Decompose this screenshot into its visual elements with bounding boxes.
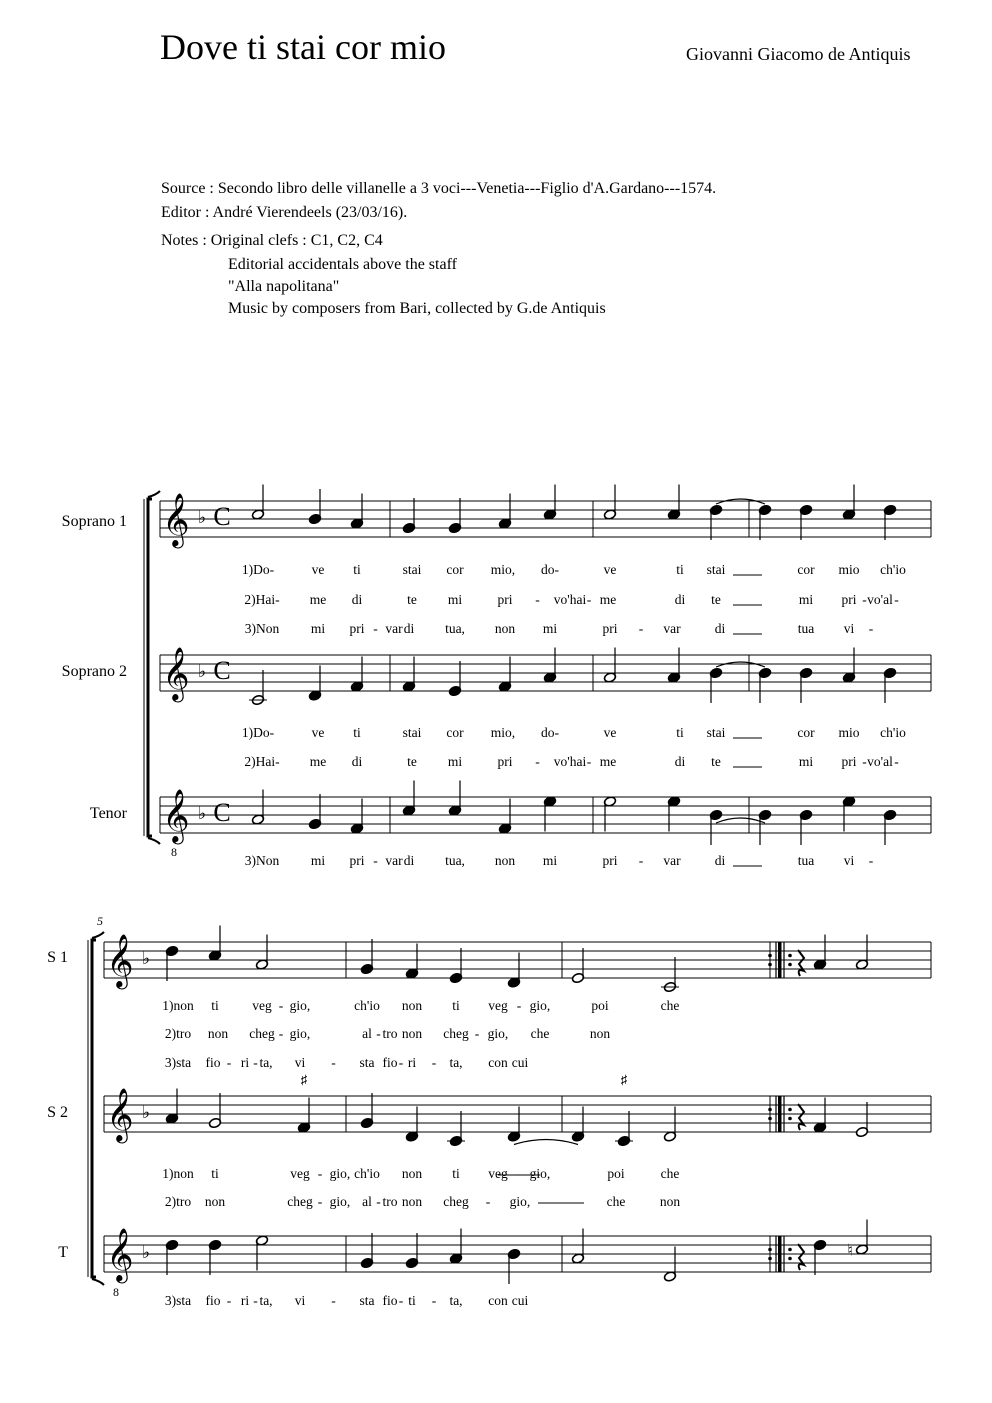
lyric-syllable: non [401,1026,423,1041]
lyric-syllable: ve [311,725,325,740]
bracket-hook-top [92,932,104,938]
quarter-rest [798,1104,804,1130]
voice-label-soprano-2: Soprano 2 [61,663,127,680]
lyric-syllable: poi [591,998,609,1013]
lyric-syllable: cor [446,562,464,577]
repeat-thick-line [778,942,782,978]
lyric-syllable: - [516,998,522,1013]
lyric-syllable: me [599,754,617,769]
lyric-syllable: - [431,1293,437,1308]
lyric-syllable: vo'al [867,592,893,607]
repeat-dot [788,1248,792,1252]
lyric-syllable: ta, [449,1055,463,1070]
lyric-syllable: te [711,592,721,607]
lyric-syllable: ta, [449,1293,463,1308]
lyric-syllable: 3)Non [244,853,280,868]
lyric-syllable: 2)tro [164,1194,192,1209]
lyric-syllable: con [488,1055,508,1070]
flat-key-signature-icon: ♭ [141,949,151,968]
lyric-syllable: - [535,592,540,607]
lyric-syllable: - [638,853,644,868]
lyric-syllable: ti [353,562,361,577]
lyric-syllable: mi [798,592,814,607]
quarter-rest [798,1244,804,1270]
lyric-syllable: sta [359,1293,375,1308]
lyric-syllable: mio, [490,562,516,577]
treble-clef-icon: 𝄞 [162,648,190,699]
lyric-syllable: - [226,1293,232,1308]
lyric-syllable: tua [797,621,815,636]
lyric-syllable: ti [211,998,219,1013]
lyric-syllable: - [868,853,874,868]
notes-line-4: Music by composers from Bari, collected by G.de Antiquis [228,300,606,317]
lyric-syllable: ve [311,562,325,577]
lyric-syllable: non [401,998,423,1013]
lyric-syllable: ch'io [354,1166,380,1181]
tie [716,818,765,823]
lyric-syllable: do- [541,725,559,740]
lyric-syllable: cheg [443,1194,469,1209]
lyric-syllable: non [494,853,516,868]
lyric-syllable: pri [602,853,618,868]
treble-clef-icon: 𝄞 [162,494,190,545]
lyric-syllable: - [894,592,899,607]
lyric-syllable: mi [310,621,326,636]
repeat-dot [788,954,792,958]
treble-clef-icon: 𝄞 [162,790,190,841]
lyric-syllable: 2)tro [164,1026,192,1041]
lyric-syllable: fio [205,1055,221,1070]
notes-line-1: Notes : Original clefs : C1, C2, C4 [161,232,383,249]
lyric-syllable: me [309,592,327,607]
lyric-syllable: stai [706,725,726,740]
lyric-syllable: ch'io [880,725,906,740]
bracket-hook-top [148,491,160,497]
lyric-syllable: - [317,1166,323,1181]
repeat-dot [788,1108,792,1112]
editor-note: Editor : André Vierendeels (23/03/16). [161,204,408,221]
lyric-syllable: stai [402,562,422,577]
lyric-syllable: vo'hai [553,592,587,607]
lyric-syllable: - [253,1293,258,1308]
lyric-syllable: var [663,853,681,868]
lyric-syllable: - [373,621,378,636]
lyric-syllable: mi [542,853,558,868]
lyric-syllable: do- [541,562,559,577]
lyric-syllable: vi [843,853,855,868]
lyric-syllable: non [659,1194,681,1209]
tie [514,1140,578,1145]
repeat-dot [788,1257,792,1261]
repeat-dot [768,1248,772,1252]
flat-key-signature-icon: ♭ [197,662,207,681]
lyric-syllable: di [403,853,415,868]
lyric-syllable: - [278,998,284,1013]
voice-label-s2-short: S 2 [47,1104,68,1121]
lyric-syllable: di [351,592,363,607]
notes-line-2: Editorial accidentals above the staff [228,256,457,273]
lyric-syllable: ti [353,725,361,740]
lyric-syllable: gio, [529,1166,551,1181]
lyric-syllable: te [711,754,721,769]
repeat-dot [768,1117,772,1121]
editorial-sharp-icon: ♯ [300,1072,308,1087]
lyric-syllable: veg [290,1166,310,1181]
lyric-syllable: vo'al [867,754,893,769]
lyric-syllable: pri [497,754,513,769]
lyric-syllable: tro [382,1194,398,1209]
lyric-syllable: veg [252,998,272,1013]
lyric-syllable: - [331,1293,336,1308]
natural-sign-icon: ♮ [847,1242,853,1260]
repeat-dot [768,1108,772,1112]
repeat-dot [788,963,792,967]
lyric-syllable: - [862,754,867,769]
lyric-syllable: mi [310,853,326,868]
treble-clef-icon: 𝄞 [106,1229,134,1280]
lyric-syllable: non [207,1026,229,1041]
lyric-syllable: - [331,1055,336,1070]
lyric-syllable: poi [607,1166,625,1181]
lyric-syllable: ti [676,562,684,577]
lyric-syllable: ch'io [354,998,380,1013]
lyric-syllable: di [714,853,726,868]
lyric-syllable: che [606,1194,626,1209]
lyric-syllable: mi [447,754,463,769]
lyric-syllable: - [535,754,540,769]
lyric-syllable: fio [382,1293,398,1308]
lyric-syllable: 3)sta [164,1055,192,1070]
lyric-syllable: 3)Non [244,621,280,636]
lyric-syllable: pri [841,592,857,607]
octave-below-mark: 8 [171,845,177,859]
lyric-syllable: vi [294,1293,306,1308]
lyric-syllable: di [714,621,726,636]
flat-key-signature-icon: ♭ [141,1243,151,1262]
lyric-syllable: - [376,1194,381,1209]
lyric-syllable: tro [382,1026,398,1041]
lyric-syllable: - [398,1293,404,1308]
lyric-syllable: ta, [259,1293,273,1308]
source-note: Source : Secondo libro delle villanelle a 3 voci---Venetia---Figlio d'A.Gardano---1574. [161,180,717,197]
lyric-syllable: vo'hai [553,754,587,769]
lyric-syllable: non [401,1194,423,1209]
lyric-syllable: non [204,1194,226,1209]
time-signature: C [213,656,231,685]
repeat-thick-line [778,1236,782,1272]
lyric-syllable: 1)Do- [241,725,275,740]
lyric-syllable: stai [402,725,422,740]
lyric-syllable: cheg [443,1026,469,1041]
lyric-syllable: pri [349,621,365,636]
lyric-syllable: cor [797,725,815,740]
lyric-syllable: 1)non [162,998,194,1013]
lyric-syllable: 2)Hai- [244,754,280,769]
bracket-hook-bottom [148,838,160,844]
lyric-syllable: tua [797,853,815,868]
repeat-dot [788,1117,792,1121]
lyric-syllable: me [309,754,327,769]
voice-label-t-short: T [58,1244,68,1261]
lyric-syllable: - [862,592,867,607]
lyric-syllable: 1)non [162,1166,194,1181]
lyric-syllable: te [407,754,417,769]
lyric-syllable: ve [603,725,617,740]
quarter-rest [798,950,804,976]
flat-key-signature-icon: ♭ [197,804,207,823]
editorial-sharp-icon: ♯ [620,1072,628,1087]
lyric-syllable: var [663,621,681,636]
lyric-syllable: vi [294,1055,306,1070]
lyric-syllable: cui [511,1293,529,1308]
lyric-syllable: fio [382,1055,398,1070]
lyric-syllable: ti [408,1293,416,1308]
lyric-syllable: gio, [487,1026,509,1041]
lyric-syllable: ri [240,1293,250,1308]
lyric-syllable: ta, [259,1055,273,1070]
lyric-syllable: - [485,1194,491,1209]
bracket-hook-bottom [92,1279,104,1285]
lyric-syllable: ve [603,562,617,577]
lyric-syllable: - [317,1194,323,1209]
lyric-syllable: gio, [329,1194,351,1209]
lyric-syllable: mi [542,621,558,636]
lyric-syllable: - [474,1026,480,1041]
lyric-syllable: ri [407,1055,417,1070]
lyric-syllable: non [589,1026,611,1041]
lyric-syllable: non [401,1166,423,1181]
lyric-syllable: me [599,592,617,607]
lyric-syllable: tua, [445,853,465,868]
lyric-syllable: var [385,853,403,868]
lyric-syllable: - [376,1026,381,1041]
lyric-syllable: ti [452,1166,460,1181]
lyric-syllable: mio, [490,725,516,740]
lyric-syllable: ti [452,998,460,1013]
lyric-syllable: fio [205,1293,221,1308]
lyric-syllable: gio, [529,998,551,1013]
voice-label-tenor: Tenor [89,805,127,822]
lyric-syllable: con [488,1293,508,1308]
time-signature: C [213,502,231,531]
lyric-syllable: gio, [329,1166,351,1181]
lyric-syllable: mio [838,562,860,577]
lyric-syllable: non [494,621,516,636]
lyric-syllable: gio, [289,998,311,1013]
lyric-syllable: 3)sta [164,1293,192,1308]
system-bracket [148,499,152,836]
lyric-syllable: di [403,621,415,636]
lyric-syllable: 2)Hai- [244,592,280,607]
lyric-syllable: - [431,1055,437,1070]
measure-number: 5 [97,914,103,928]
lyric-syllable: veg [488,1166,508,1181]
lyric-syllable: - [868,621,874,636]
lyric-syllable: che [660,1166,680,1181]
lyric-syllable: - [638,621,644,636]
lyric-syllable: 1)Do- [241,562,275,577]
lyric-syllable: gio, [509,1194,531,1209]
treble-clef-icon: 𝄞 [106,935,134,986]
lyric-syllable: ri [240,1055,250,1070]
flat-key-signature-icon: ♭ [141,1103,151,1122]
lyric-syllable: pri [497,592,513,607]
lyric-syllable: ti [676,725,684,740]
lyric-syllable: cheg [249,1026,275,1041]
lyric-syllable: gio, [289,1026,311,1041]
repeat-dot [768,954,772,958]
lyric-syllable: - [278,1026,284,1041]
lyric-syllable: che [530,1026,550,1041]
lyric-syllable: mi [447,592,463,607]
voice-label-soprano-1: Soprano 1 [61,513,127,530]
lyric-syllable: cheg [287,1194,313,1209]
composer-name: Giovanni Giacomo de Antiquis [686,44,911,64]
lyric-syllable: pri [349,853,365,868]
flat-key-signature-icon: ♭ [197,508,207,527]
time-signature: C [213,798,231,827]
lyric-syllable: mi [798,754,814,769]
lyric-syllable: - [226,1055,232,1070]
lyric-syllable: cui [511,1055,529,1070]
lyric-syllable: - [516,1166,522,1181]
lyric-syllable: pri [841,754,857,769]
lyric-syllable: pri [602,621,618,636]
repeat-dot [768,1257,772,1261]
lyric-syllable: di [674,754,686,769]
lyric-syllable: ch'io [880,562,906,577]
lyric-syllable: di [674,592,686,607]
lyric-syllable: var [385,621,403,636]
piece-title: Dove ti stai cor mio [160,27,446,67]
repeat-thick-line [778,1096,782,1132]
lyric-syllable: tua, [445,621,465,636]
lyric-syllable: cor [446,725,464,740]
lyric-syllable: - [586,592,592,607]
voice-label-s1-short: S 1 [47,949,68,966]
lyric-syllable: mio [838,725,860,740]
lyric-syllable: te [407,592,417,607]
repeat-dot [768,963,772,967]
lyric-syllable: - [586,754,592,769]
lyric-syllable: - [398,1055,404,1070]
lyric-syllable: sta [359,1055,375,1070]
lyric-syllable: al [362,1194,372,1209]
octave-below-mark: 8 [113,1285,119,1299]
lyric-syllable: che [660,998,680,1013]
lyric-syllable: - [253,1055,258,1070]
system-bracket [92,940,96,1277]
lyric-syllable: al [362,1026,372,1041]
treble-clef-icon: 𝄞 [106,1089,134,1140]
lyric-syllable: ti [211,1166,219,1181]
lyric-syllable: - [373,853,378,868]
notes-line-3: "Alla napolitana" [228,278,340,295]
lyric-syllable: vi [843,621,855,636]
lyric-syllable: stai [706,562,726,577]
lyric-syllable: di [351,754,363,769]
lyric-syllable: cor [797,562,815,577]
lyric-syllable: - [894,754,899,769]
lyric-syllable: veg [488,998,508,1013]
